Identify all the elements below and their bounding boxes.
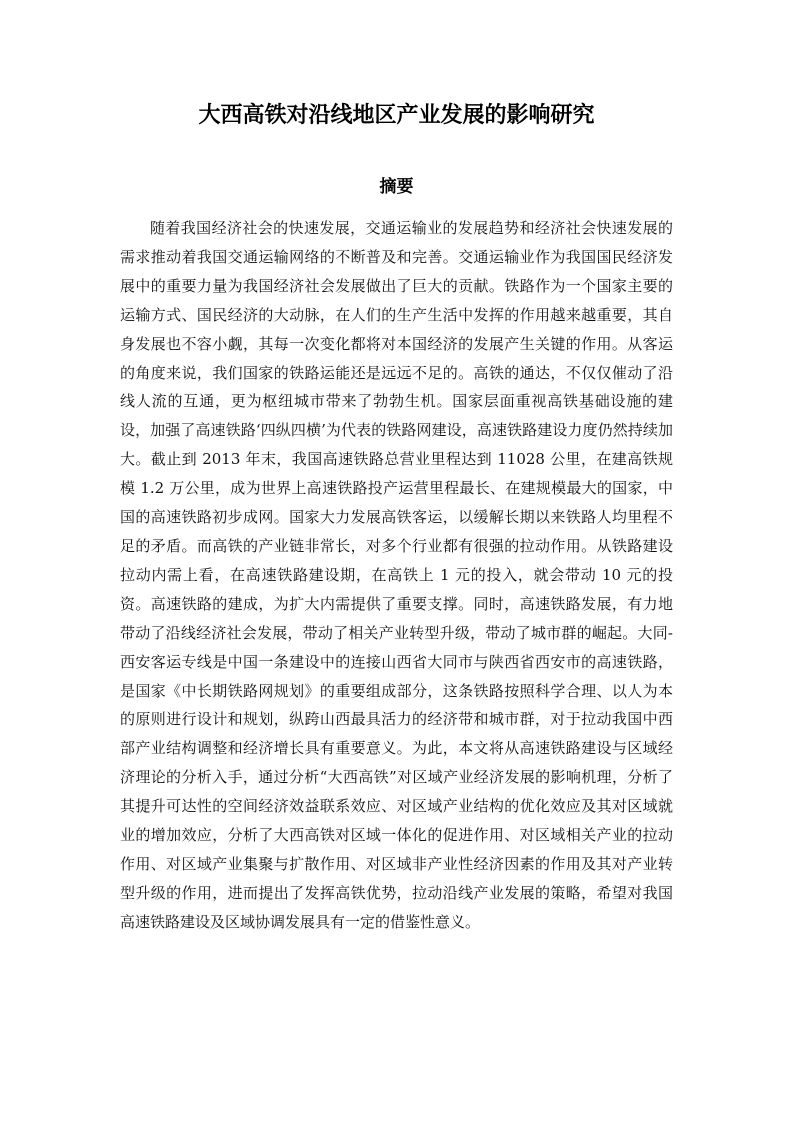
- abstract-paragraph: 随着我国经济社会的快速发展，交通运输业的发展趋势和经济社会快速发展的需求推动着我国交通运输网络的不断普及和完善。交通运输业作为我国国民经济发展中的重要力量为我国经济社会发展做出了巨大的贡献。铁路作为一个国家主要的运输方式、国民经济的大动脉，在人们的生产生活中发挥的作用越来越重要，其自身发展也不容小觑，其每一次变化都将对本国经济的发展产生关键的作用。从客运的角度来说，我们国家的铁路运能还是远远不足的。高铁的通达，不仅仅催动了沿线人流的互通，更为枢纽城市带来了勃勃生机。国家层面重视高铁基础设施的建设，加强了高速铁路‘四纵四横’为代表的铁路网建设，高速铁路建设力度仍然持续加大。截止到 2013 年末，我国高速铁路总营业里程达到 11028 公里，在建高铁规模 1.2 万公里，成为世界上高速铁路投产运营里程最长、在建规模最大的国家，中国的高速铁路初步成网。国家大力发展高铁客运，以缓解长期以来铁路人均里程不足的矛盾。而高铁的产业链非常长，对多个行业都有很强的拉动作用。从铁路建设拉动内需上看，在高速铁路建设期，在高铁上 1 元的投入，就会带动 10 元的投资。高速铁路的建成，为扩大内需提供了重要支撑。同时，高速铁路发展，有力地带动了沿线经济社会发展，带动了相关产业转型升级，带动了城市群的崛起。大同-西安客运专线是中国一条建设中的连接山西省大同市与陕西省西安市的高速铁路，是国家《中长期铁路网规划》的重要组成部分，这条铁路按照科学合理、以人为本的原则进行设计和规划，纵跨山西最具活力的经济带和城市群，对于拉动我国中西部产业结构调整和经济增长具有重要意义。为此，本文将从高速铁路建设与区域经济理论的分析入手，通过分析“大西高铁”对区域产业经济发展的影响机理，分析了其提升可达性的空间经济效益联系效应、对区域产业结构的优化效应及其对区域就业的增加效应，分析了大西高铁对区域一体化的促进作用、对区域相关产业的拉动作用、对区域产业集聚与扩散作用、对区域非产业性经济因素的作用及其对产业转型升级的作用，进而提出了发挥高铁优势，拉动沿线产业发展的策略，希望对我国高速铁路建设及区域协调发展具有一定的借鉴性意义。: [120, 219, 673, 931]
- document-title: 大西高铁对沿线地区产业发展的影响研究: [198, 103, 595, 128]
- abstract-heading: 摘要: [379, 177, 414, 197]
